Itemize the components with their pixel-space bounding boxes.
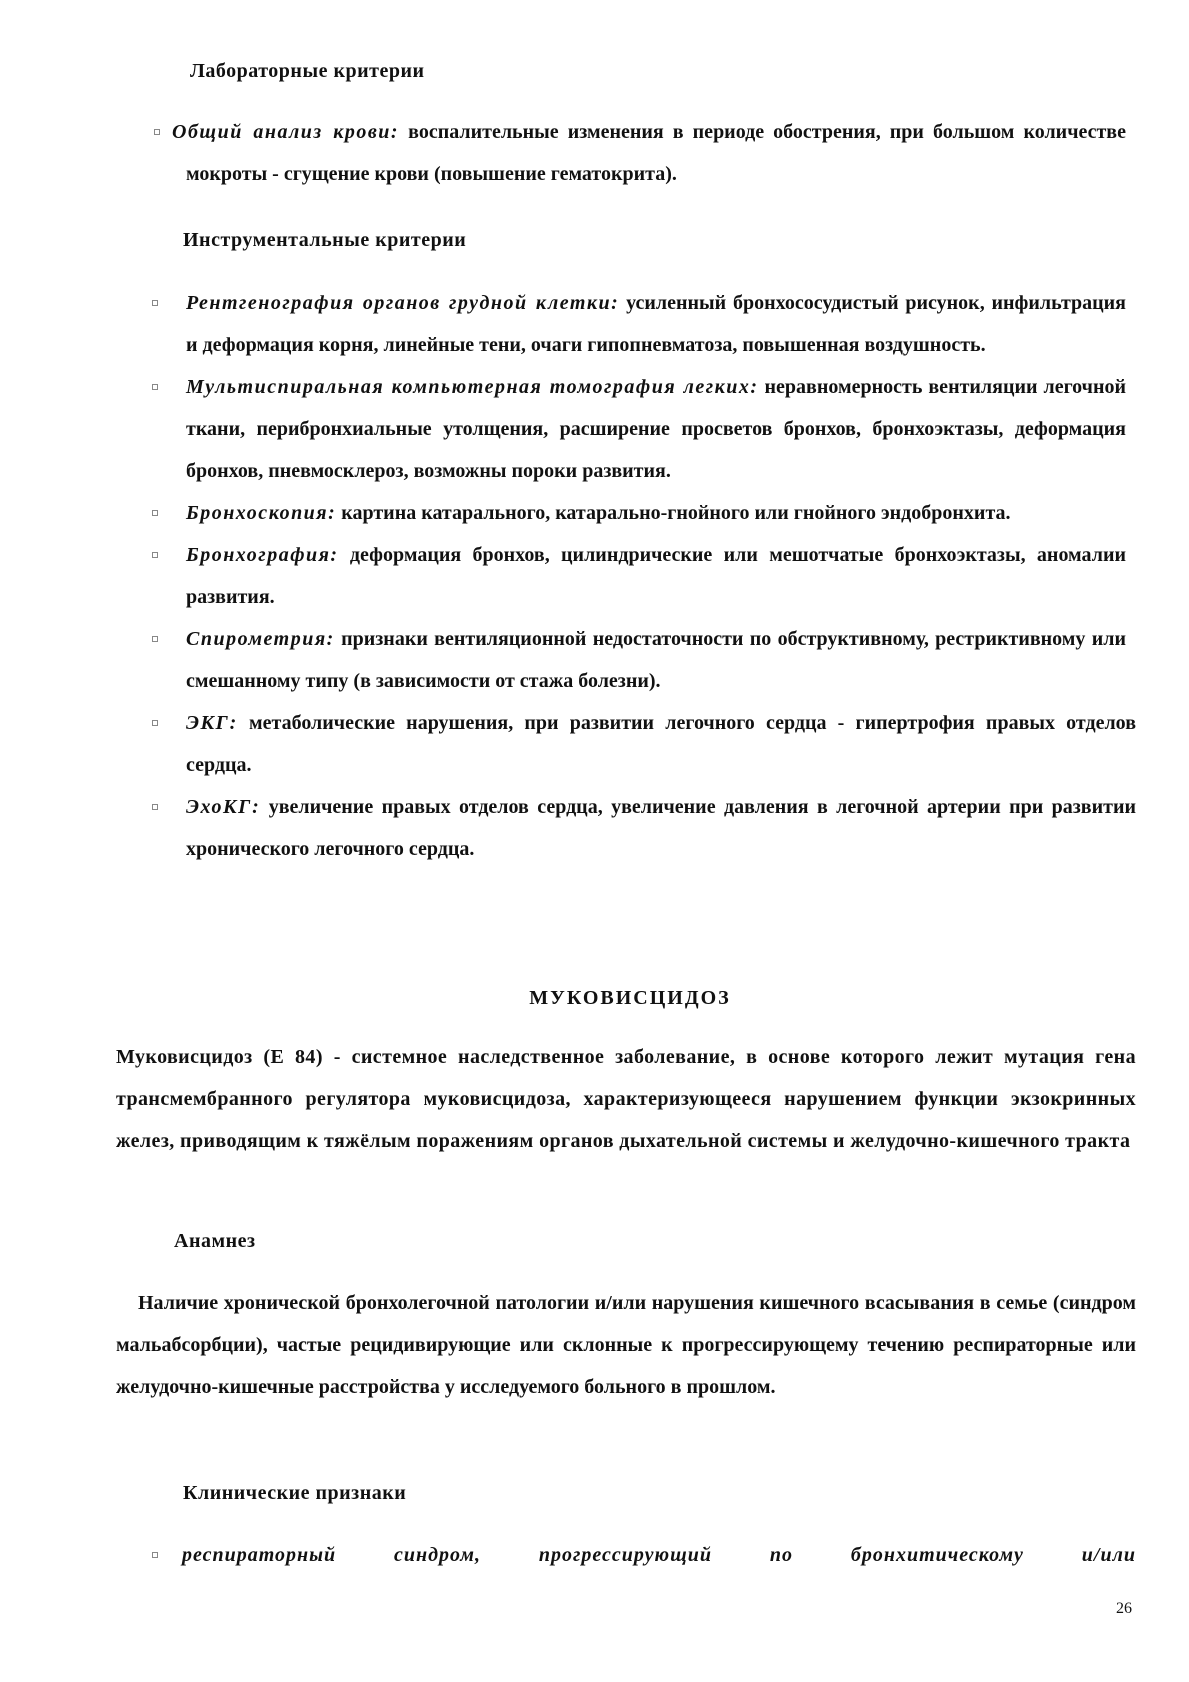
list-item <box>186 492 1126 534</box>
item-term: Спирометрия: <box>186 628 335 650</box>
bullet-icon <box>152 1552 158 1558</box>
bullet-icon <box>152 552 158 558</box>
list-item <box>186 366 1126 492</box>
bullet-icon <box>152 384 158 390</box>
list-item <box>172 111 1126 195</box>
bullet-icon <box>152 720 158 726</box>
item-term: Рентгенография органов грудной клетки: <box>186 292 620 314</box>
item-text: увеличение правых отделов сердца, увеличение давления в легочной артерии при развитии хронического легочного сердца. <box>186 796 1136 860</box>
item-text: усиленный бронхососудистый рисунок, инфильтрация и деформация корня, линейные тени, очаги гипопневматоза, повышенная воздушность. <box>186 292 1126 356</box>
item-text: воспалительные изменения в периоде обострения, при большом количестве мокроты - сгущение крови (повышение гематокрита). <box>186 121 1126 185</box>
item-term: Бронхография: <box>186 544 339 566</box>
bullet-icon <box>152 510 158 516</box>
list-item <box>182 1534 1136 1576</box>
item-term: Общий анализ крови: <box>172 121 400 143</box>
item-term: ЭКГ: <box>186 712 238 734</box>
main-title: МУКОВИСЦИДОЗ <box>529 987 731 1009</box>
item-text: метаболические нарушения, при развитии легочного сердца - гипертрофия правых отделов сердца. <box>186 712 1136 776</box>
instrumental-criteria-list <box>0 282 1189 870</box>
item-term: Мультиспиральная компьютерная томография легких: <box>186 376 759 398</box>
item-text: картина катарального, катарально-гнойного или гнойного эндобронхита. <box>336 502 1011 524</box>
item-term: ЭхоКГ: <box>186 796 261 818</box>
item-term: респираторный синдром, прогрессирующий по бронхитическому и/или <box>182 1544 1136 1566</box>
definition-paragraph: Муковисцидоз (Е 84) - системное наследственное заболевание, в основе которого лежит мутация гена трансмембранного регулятора муковисцидоза, характеризующееся нарушением функции экзокринных желез, приводящим к тяжёлым поражениям органов дыхательной системы и желудочно-кишечного тракта <box>116 1046 1136 1152</box>
bullet-icon <box>152 636 158 642</box>
anamnesis-paragraph: Наличие хронической бронхолегочной патологии и/или нарушения кишечного всасывания в семье (синдром мальабсорбции), частые рецидивирующие или склонные к прогрессирующему течению респираторные или желудочно-кишечные расстройства у исследуемого больного в прошлом. <box>116 1292 1136 1398</box>
section-heading-lab: Лабораторные критерии <box>190 60 425 82</box>
page-number: 26 <box>1116 1600 1132 1617</box>
section-heading-anamnesis: Анамнез <box>174 1230 256 1252</box>
list-item <box>186 282 1126 366</box>
list-item <box>186 618 1126 702</box>
item-text: признаки вентиляционной недостаточности по обструктивному, рестриктивному или смешанному типу (в зависимости от стажа болезни). <box>186 628 1126 692</box>
section-heading-instrumental: Инструментальные критерии <box>183 229 467 251</box>
item-term: Бронхоскопия: <box>186 502 337 524</box>
list-item <box>186 702 1136 786</box>
bullet-icon <box>154 129 160 135</box>
bullet-icon <box>152 804 158 810</box>
list-item <box>186 534 1126 618</box>
item-text: деформация бронхов, цилиндрические или мешотчатые бронхоэктазы, аномалии развития. <box>186 544 1126 608</box>
clinical-signs-list <box>0 1534 1189 1576</box>
lab-criteria-list <box>0 111 1189 195</box>
section-heading-clinical: Клинические признаки <box>183 1482 407 1504</box>
item-text: неравномерность вентиляции легочной ткани, перибронхиальные утолщения, расширение просветов бронхов, бронхоэктазы, деформация бронхов, пневмосклероз, возможны пороки развития. <box>186 376 1126 482</box>
bullet-icon <box>152 300 158 306</box>
list-item <box>186 786 1136 870</box>
